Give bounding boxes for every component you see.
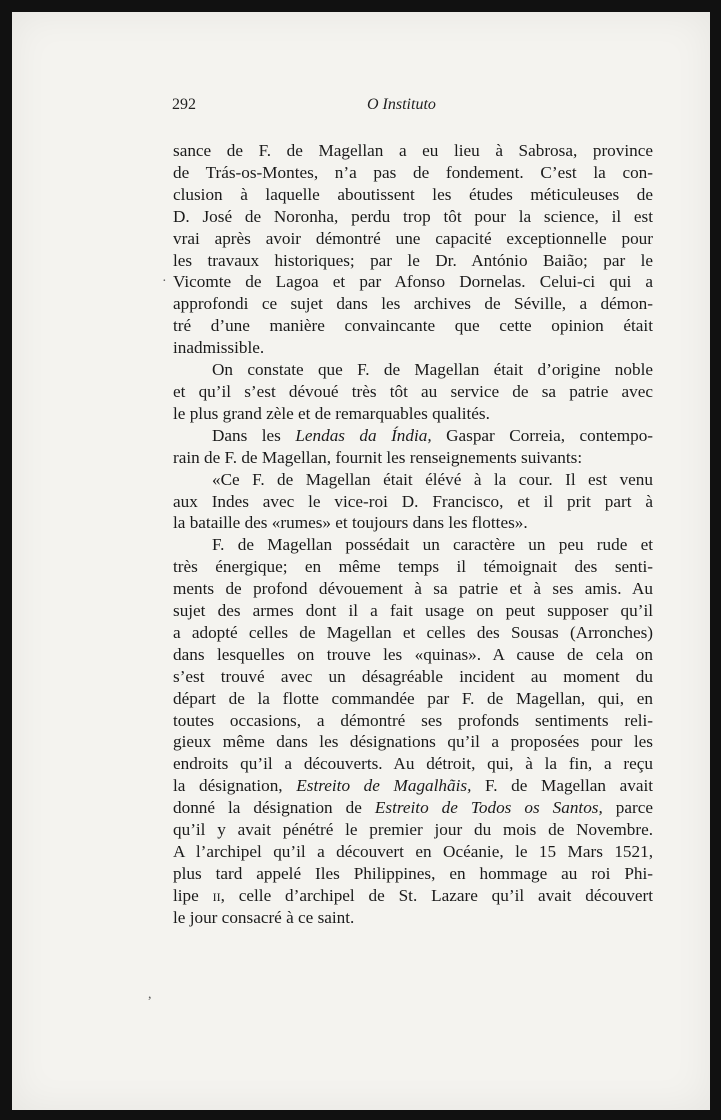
text-line: sance de F. de Magellan a eu lieu à Sabrosa, province xyxy=(173,141,653,160)
text-line: s’est trouvé avec un désagréable incident au moment du xyxy=(173,666,653,686)
text-span: parce xyxy=(602,798,653,818)
scan-speck: , xyxy=(148,987,152,1002)
text-span: Dans les xyxy=(212,425,296,445)
text-line: a adopté celles de Magellan et celles des Sousas (Arronches) xyxy=(173,622,653,642)
italic-name: Estreito de Magalhãis, xyxy=(296,776,472,796)
text-line-with-italic xyxy=(173,797,653,819)
text-line: la bataille des «rumes» et toujours dans les flottes». xyxy=(173,513,528,533)
text-line: gieux même dans les désignations qu’il a proposées pour les xyxy=(173,732,653,752)
text-line: le plus grand zèle et de remarquables qualités. xyxy=(173,403,490,423)
text-line: qu’il y avait pénétré le premier jour du mois de Novembre. xyxy=(173,820,653,840)
roman-numeral: ii xyxy=(212,885,221,905)
text-line: On constate que F. de Magellan était d’origine noble xyxy=(212,360,653,380)
italic-name: Estreito de Todos os Santos, xyxy=(374,798,603,818)
text-line: les travaux historiques; par le Dr. António Baião; par le xyxy=(173,250,653,270)
text-line: A l’archipel qu’il a découvert en Océanie, le 15 Mars 1521, xyxy=(173,842,653,861)
text-line: départ de la flotte commandée par F. de Magellan, qui, en xyxy=(173,688,653,708)
text-span: F. de Magellan avait xyxy=(471,776,653,796)
text-line: très énergique; en même temps il témoignait des senti- xyxy=(173,557,653,577)
text-line: vrai après avoir démontré une capacité exceptionnelle pour xyxy=(173,228,653,248)
scan-speck: · xyxy=(162,274,167,289)
text-span: la désignation, xyxy=(173,776,297,796)
body-text xyxy=(173,140,653,929)
text-line-with-smallcaps xyxy=(173,885,653,907)
text-line: et qu’il s’est dévoué très tôt au service de sa patrie avec xyxy=(173,381,653,401)
text-span: lipe xyxy=(173,885,213,905)
text-line: F. de Magellan possédait un caractère un peu rude et xyxy=(212,535,653,555)
page-number: 292 xyxy=(172,96,196,113)
text-line: clusion à laquelle aboutissent les études méticuleuses de xyxy=(173,184,653,204)
text-line: dans lesquelles on trouve les «quinas». A cause de cela on xyxy=(173,644,653,664)
text-line-with-italic xyxy=(173,775,653,797)
text-line: toutes occasions, a démontré ses profonds sentiments reli- xyxy=(173,710,653,730)
text-line: inadmissible. xyxy=(173,338,265,358)
text-span: , celle d’archipel de St. Lazare qu’il avait découvert xyxy=(220,885,653,905)
text-line: D. José de Noronha, perdu trop tôt pour la science, il est xyxy=(173,206,653,226)
text-line: de Trás-os-Montes, n’a pas de fondement. C’est la con- xyxy=(173,162,653,182)
running-title: O Instituto xyxy=(367,96,436,113)
book-page xyxy=(12,12,710,1110)
text-line: Vicomte de Lagoa et par Afonso Dornelas. Celui-ci qui a xyxy=(173,272,653,292)
text-line: approfondi ce sujet dans les archives de Séville, a démon- xyxy=(173,294,653,314)
text-span: Gaspar Correia, contempo- xyxy=(431,425,654,445)
italic-title: Lendas da Índia, xyxy=(295,425,432,445)
text-line: «Ce F. de Magellan était élévé à la cour. Il est venu xyxy=(212,469,653,489)
text-line: plus tard appelé Iles Philippines, en hommage au roi Phi- xyxy=(173,863,653,883)
text-line: endroits qu’il a découverts. Au détroit, qui, à la fin, a reçu xyxy=(173,754,653,774)
text-span: donné la désignation de xyxy=(173,798,375,818)
text-line: tré d’une manière convaincante que cette opinion était xyxy=(173,316,653,336)
text-line: aux Indes avec le vice-roi D. Francisco, et il prit part à xyxy=(173,491,653,511)
page-header xyxy=(172,96,654,120)
text-line: rain de F. de Magellan, fournit les renseignements suivants: xyxy=(173,447,583,467)
text-line: ments de profond dévouement à sa patrie et à ses amis. Au xyxy=(173,579,653,599)
text-line-with-italic xyxy=(173,425,653,447)
text-line: sujet des armes dont il a fait usage on peut supposer qu’il xyxy=(173,601,653,621)
text-line: le jour consacré à ce saint. xyxy=(173,907,355,927)
